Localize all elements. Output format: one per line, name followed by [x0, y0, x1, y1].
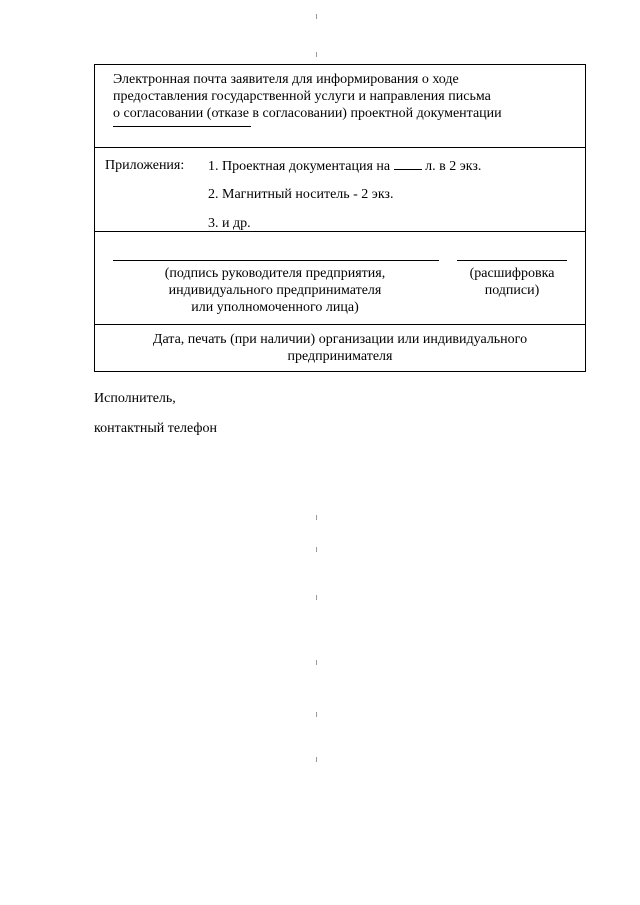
scan-speck	[316, 757, 317, 762]
scan-speck	[316, 660, 317, 665]
signature-caption	[135, 265, 415, 316]
scan-speck	[316, 712, 317, 717]
date-stamp-line-1: Дата, печать (при наличии) организации или индивидуального	[152, 332, 528, 347]
date-stamp-line-2: предпринимателя	[287, 349, 393, 364]
scan-speck	[316, 595, 317, 600]
scan-speck	[316, 52, 317, 57]
signature-caption-line-1: (подпись руководителя предприятия,	[164, 266, 386, 281]
signature-transcript-line[interactable]	[457, 260, 567, 261]
attachment-item-1-suffix: л. в 2 экз.	[425, 159, 482, 174]
transcript-caption	[457, 265, 567, 299]
attachments-label: Приложения:	[105, 158, 185, 173]
scan-speck	[316, 547, 317, 552]
attachment-item-1-prefix: 1. Проектная документация на	[208, 159, 391, 174]
signature-caption-line-3: или уполномоченного лица)	[191, 300, 359, 315]
pages-count-blank[interactable]	[394, 157, 422, 170]
signature-caption-line-2: индивидуального предпринимателя	[168, 283, 382, 298]
email-row-line-2: предоставления государственной услуги и направления письма	[113, 89, 491, 104]
email-row-line-3: о согласовании (отказе в согласовании) проектной документации	[113, 106, 502, 121]
date-stamp-row	[95, 325, 585, 371]
executor-label: Исполнитель,	[94, 391, 176, 406]
attachment-item-1	[208, 157, 481, 175]
transcript-caption-line-2: подписи)	[484, 283, 540, 298]
application-form-table	[94, 64, 586, 372]
email-row-line-1: Электронная почта заявителя для информирования о ходе	[113, 72, 459, 87]
attachments-row	[95, 148, 585, 232]
scan-speck	[316, 14, 317, 19]
email-blank-line[interactable]	[113, 126, 251, 127]
signature-line[interactable]	[113, 260, 439, 261]
contact-phone-label: контактный телефон	[94, 421, 217, 436]
email-row	[95, 65, 585, 148]
transcript-caption-line-1: (расшифровка	[469, 266, 555, 281]
signature-row	[95, 232, 585, 325]
attachment-item-2: 2. Магнитный носитель - 2 экз.	[208, 187, 394, 202]
scan-speck	[316, 515, 317, 520]
attachment-item-3: 3. и др.	[208, 216, 251, 231]
